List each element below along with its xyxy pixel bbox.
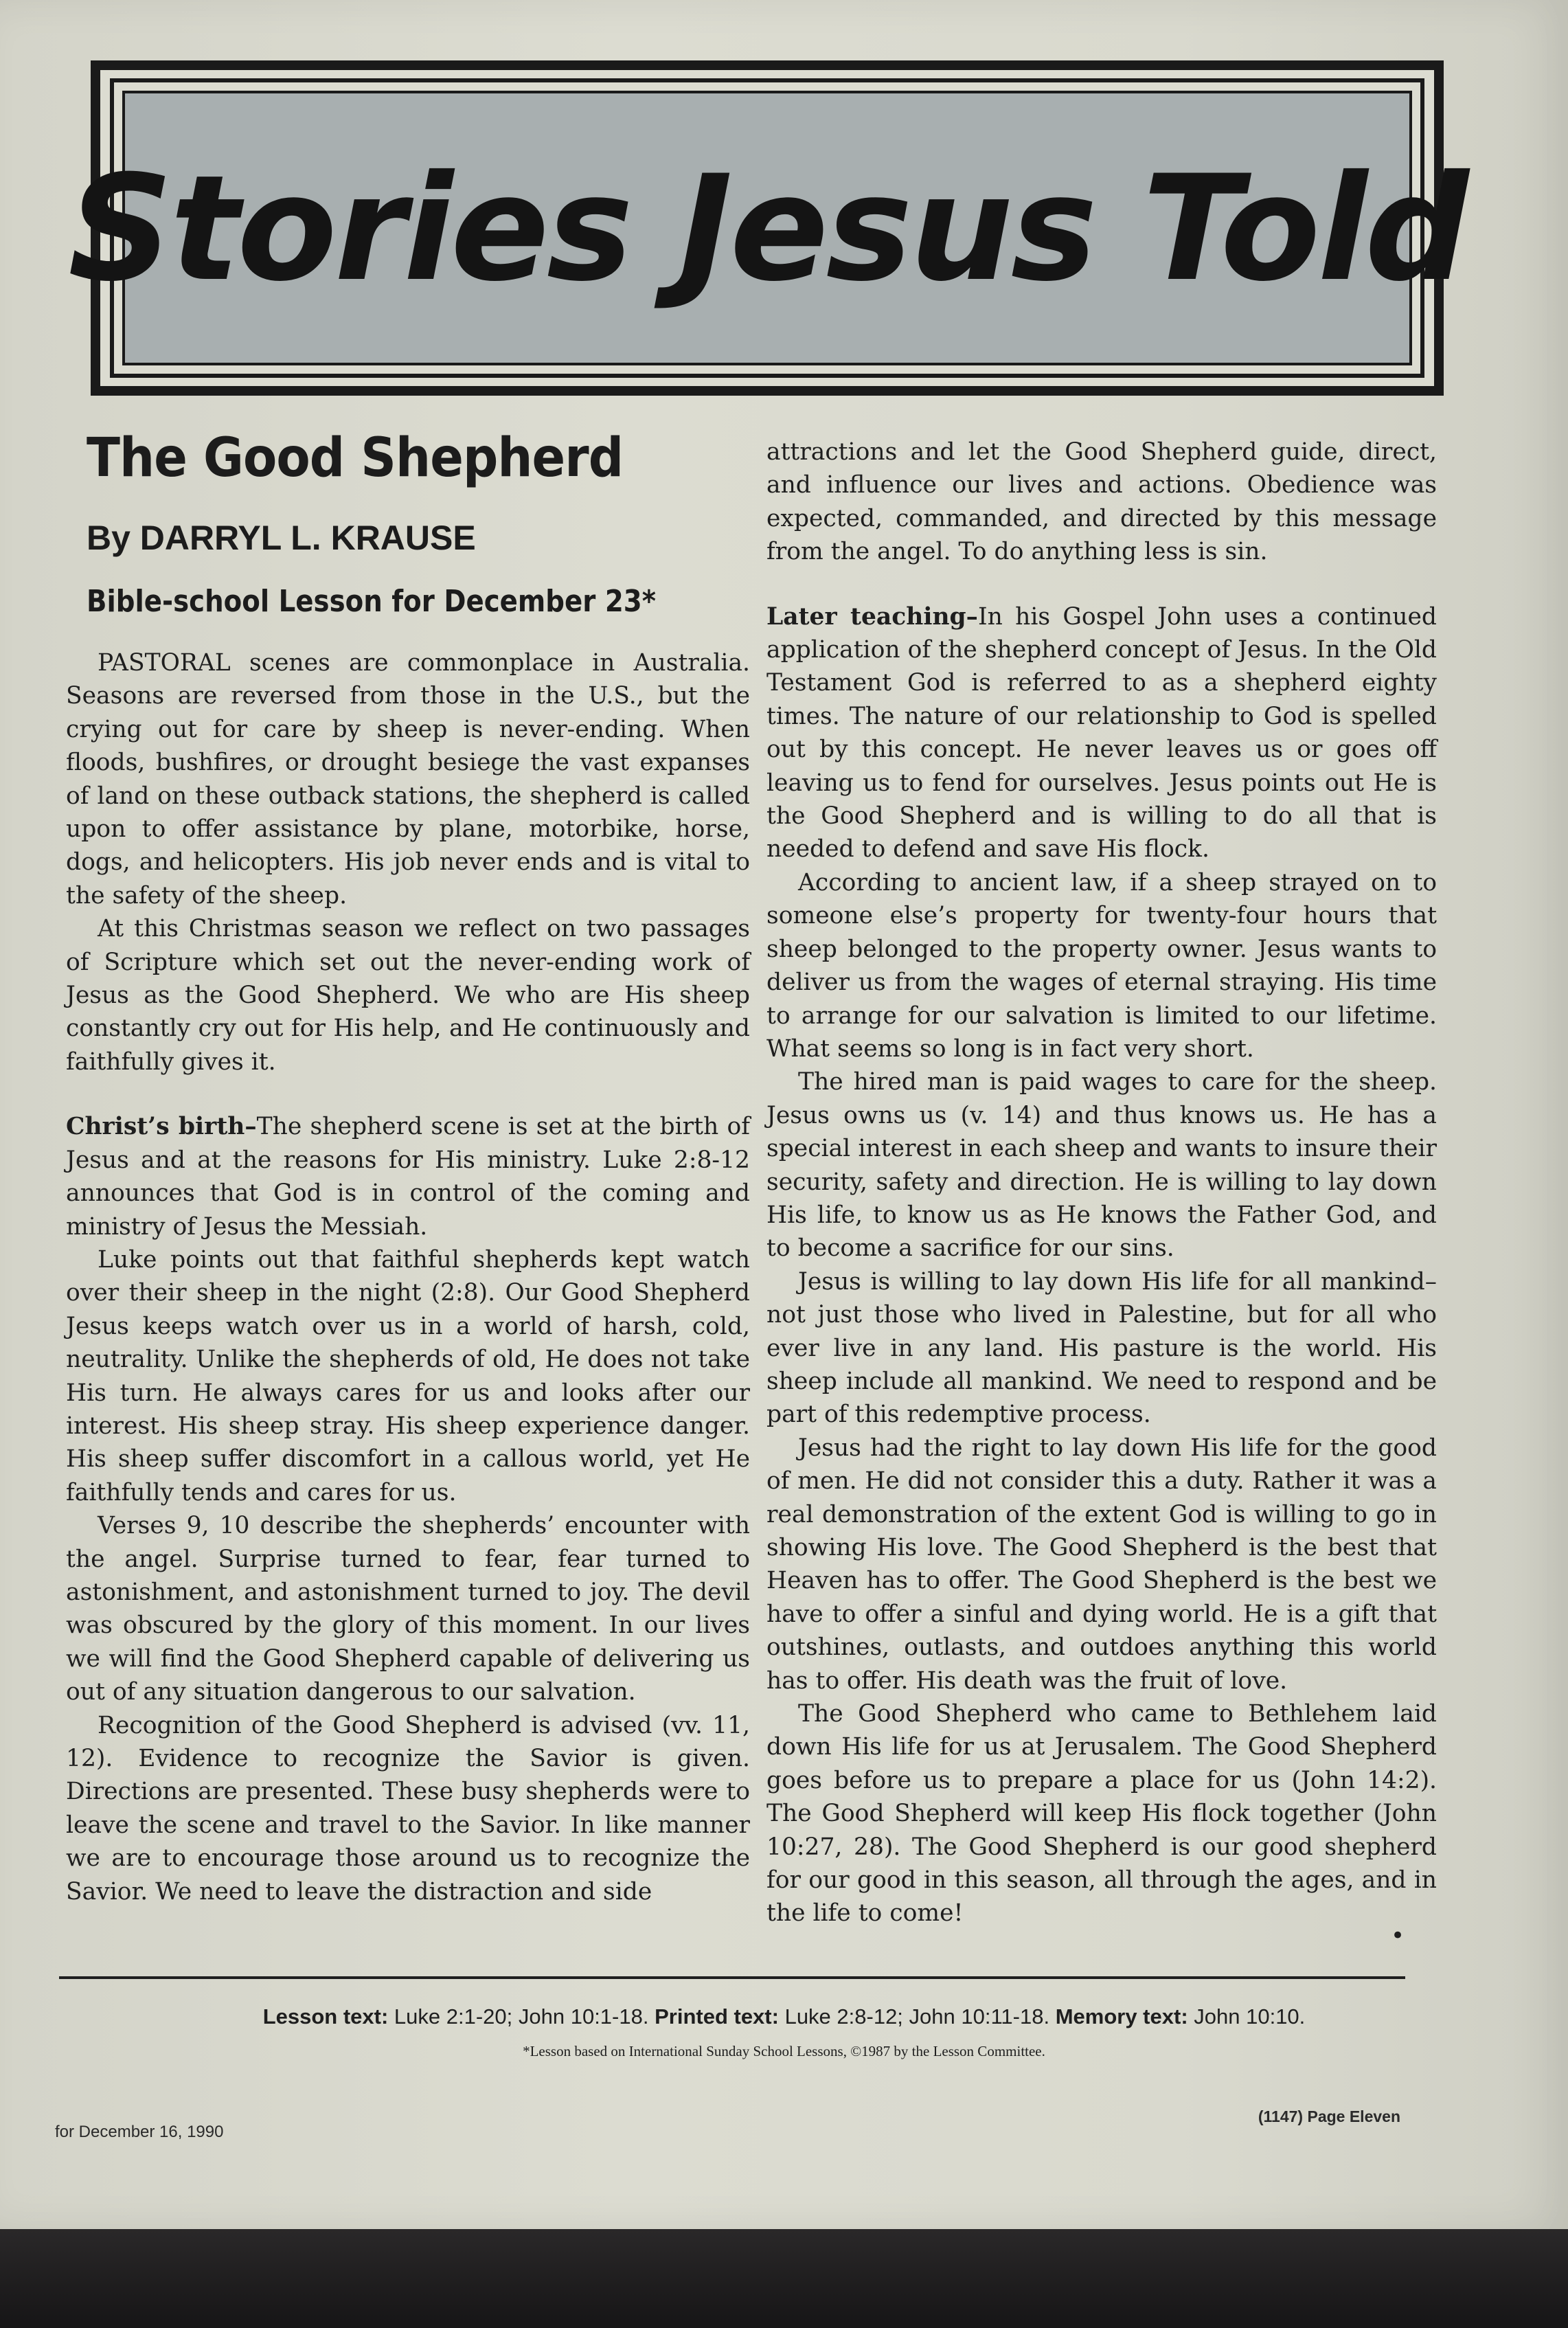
paragraph: attractions and let the Good Shepherd guide, direct, and influence our lives and actions. Obedience was expected, commanded, and directed by this message from the angel. To do anything less is sin.	[766, 438, 1437, 566]
paragraph: The Good Shepherd who came to Bethlehem laid down His life for us at Jerusalem. The Good Shepherd goes before us to prepare a place for us (John 14:2). The Good Shepherd will keep His flock together (John 10:27, 28). The Good Shepherd is our good shepherd for our good in this season, all through the ages, and in the life to come!	[766, 1700, 1437, 1928]
paragraph: PASTORAL scenes are commonplace in Australia. Seasons are reversed from those in the U.S., but the crying out for care by sheep is never-ending. When floods, bushfires, or drought besiege the vast expanses of land on these outback stations, the shepherd is called upon to offer assistance by plane, motorbike, horse, dogs, and helicopters. His job never ends and is vital to the safety of the sheep.	[66, 649, 750, 909]
banner-frame	[68, 78, 1466, 378]
paragraph: Luke points out that faithful shepherds kept watch over their sheep in the night (2:8). Our Good Shepherd Jesus keeps watch over us in a world of harsh, cold, neutrality. Unlike the shepherds of old, He does not take His turn. He always cares for us and looks after our interest. His sheep stray. His sheep experience danger. His sheep suffer discomfort in a callous world, yet He faithfully tends and cares for us.	[66, 1245, 750, 1506]
issue-date: for December 16, 1990	[55, 2123, 224, 2141]
lesson-text-line	[0, 2004, 1568, 2029]
footnote: *Lesson based on International Sunday School Lessons, ©1987 by the Lesson Committee.	[523, 2043, 1045, 2059]
section-subhead: Later teaching–	[766, 602, 978, 631]
paragraph-text: In his Gospel John uses a continued application of the shepherd concept of Jesus. In the Old Testament God is referred to as a shepherd eighty times. The nature of our relationship to God is spelled out by this concept. He never leaves us or goes off leaving us to fend for ourselves. Jesus points out He is the Good Shepherd and is willing to do all that is needed to defend and save His flock.	[766, 602, 1438, 863]
printed-text-label: Printed text:	[655, 2004, 779, 2028]
paragraph: Verses 9, 10 describe the shepherds’ encounter with the angel. Surprise turned to fear, fear turned to astonishment, and astonishment turned to joy. The devil was obscured by the glory of this moment. In our lives we will find the Good Shepherd capable of delivering us out of any situation dangerous to our salvation.	[66, 1512, 750, 1706]
paragraph: Jesus had the right to lay down His life for the good of men. He did not consider this a duty. Rather it was a real demonstration of the extent God is willing to go in showing His love. The Good Shepherd is the best that Heaven has to offer. The Good Shepherd is the best we have to offer a sinful and dying world. He is a gift that outshines, outlasts, and outdoes anything this world has to offer. His death was the fruit of love.	[766, 1434, 1437, 1695]
left-body	[66, 646, 750, 1908]
article-title: The Good Shepherd	[87, 427, 624, 489]
paragraph	[766, 600, 1437, 866]
left-column	[66, 427, 750, 1908]
byline: By DARRYL L. KRAUSE	[87, 519, 476, 557]
series-title: Stories Jesus Told	[68, 143, 1466, 313]
section-subhead: Christ’s birth–	[66, 1113, 257, 1141]
page-number: (1147) Page Eleven	[1258, 2107, 1400, 2125]
paragraph	[66, 1110, 750, 1243]
divider-rule	[59, 1976, 1405, 1979]
paragraph: Jesus is willing to lay down His life for all mankind–not just those who lived in Palestine, but for all who ever live in any land. His pasture is the world. His sheep include all mankind. We need to respond and be part of this redemptive process.	[766, 1267, 1437, 1429]
paragraph: According to ancient law, if a sheep strayed on to someone else’s property for twenty-four hours that sheep belonged to the property owner. Jesus wants to deliver us from the wages of eternal straying. His time to arrange for our salvation is limited to our lifetime. What seems so long is in fact very short.	[766, 868, 1437, 1063]
printed-text-value: Luke 2:8-12; John 10:11-18.	[784, 2004, 1050, 2028]
lesson-text-value: Luke 2:1-20; John 10:1-18.	[394, 2004, 649, 2028]
paragraph: Recognition of the Good Shepherd is advised (vv. 11, 12). Evidence to recognize the Savior is given. Directions are presented. These busy shepherds were to leave the scene and travel to the Savior. In like manner we are to encourage those around us to recognize the Savior. We need to leave the distraction and side	[66, 1711, 750, 1906]
banner-panel	[68, 91, 1466, 365]
memory-text-label: Memory text:	[1055, 2004, 1188, 2028]
paragraph: At this Christmas season we reflect on two passages of Scripture which set out the never-ending work of Jesus as the Good Shepherd. We who are His sheep constantly cry out for His help, and He continuously and faithfully gives it.	[66, 915, 750, 1076]
lesson-text-label: Lesson text:	[262, 2004, 389, 2028]
lesson-date-line: Bible-school Lesson for December 23*	[87, 584, 656, 619]
paragraph-text: The shepherd scene is set at the birth of Jesus and at the reasons for His ministry. Luke 2:8-12 announces that God is in control of the coming and ministry of Jesus the Messiah.	[66, 1113, 750, 1241]
paragraph: The hired man is paid wages to care for the sheep. Jesus owns us (v. 14) and thus knows us. He has a special interest in each sheep and wants to insure their security, safety and direction. He is willing to lay down His life, to know us as He knows the Father God, and to become a sacrifice for our sins.	[766, 1068, 1437, 1263]
background-surface	[0, 2229, 1568, 2328]
end-of-article-mark: •	[1391, 1922, 1405, 1950]
right-column	[766, 436, 1437, 1930]
memory-text-value: John 10:10.	[1194, 2004, 1306, 2028]
title-banner	[68, 60, 1466, 396]
